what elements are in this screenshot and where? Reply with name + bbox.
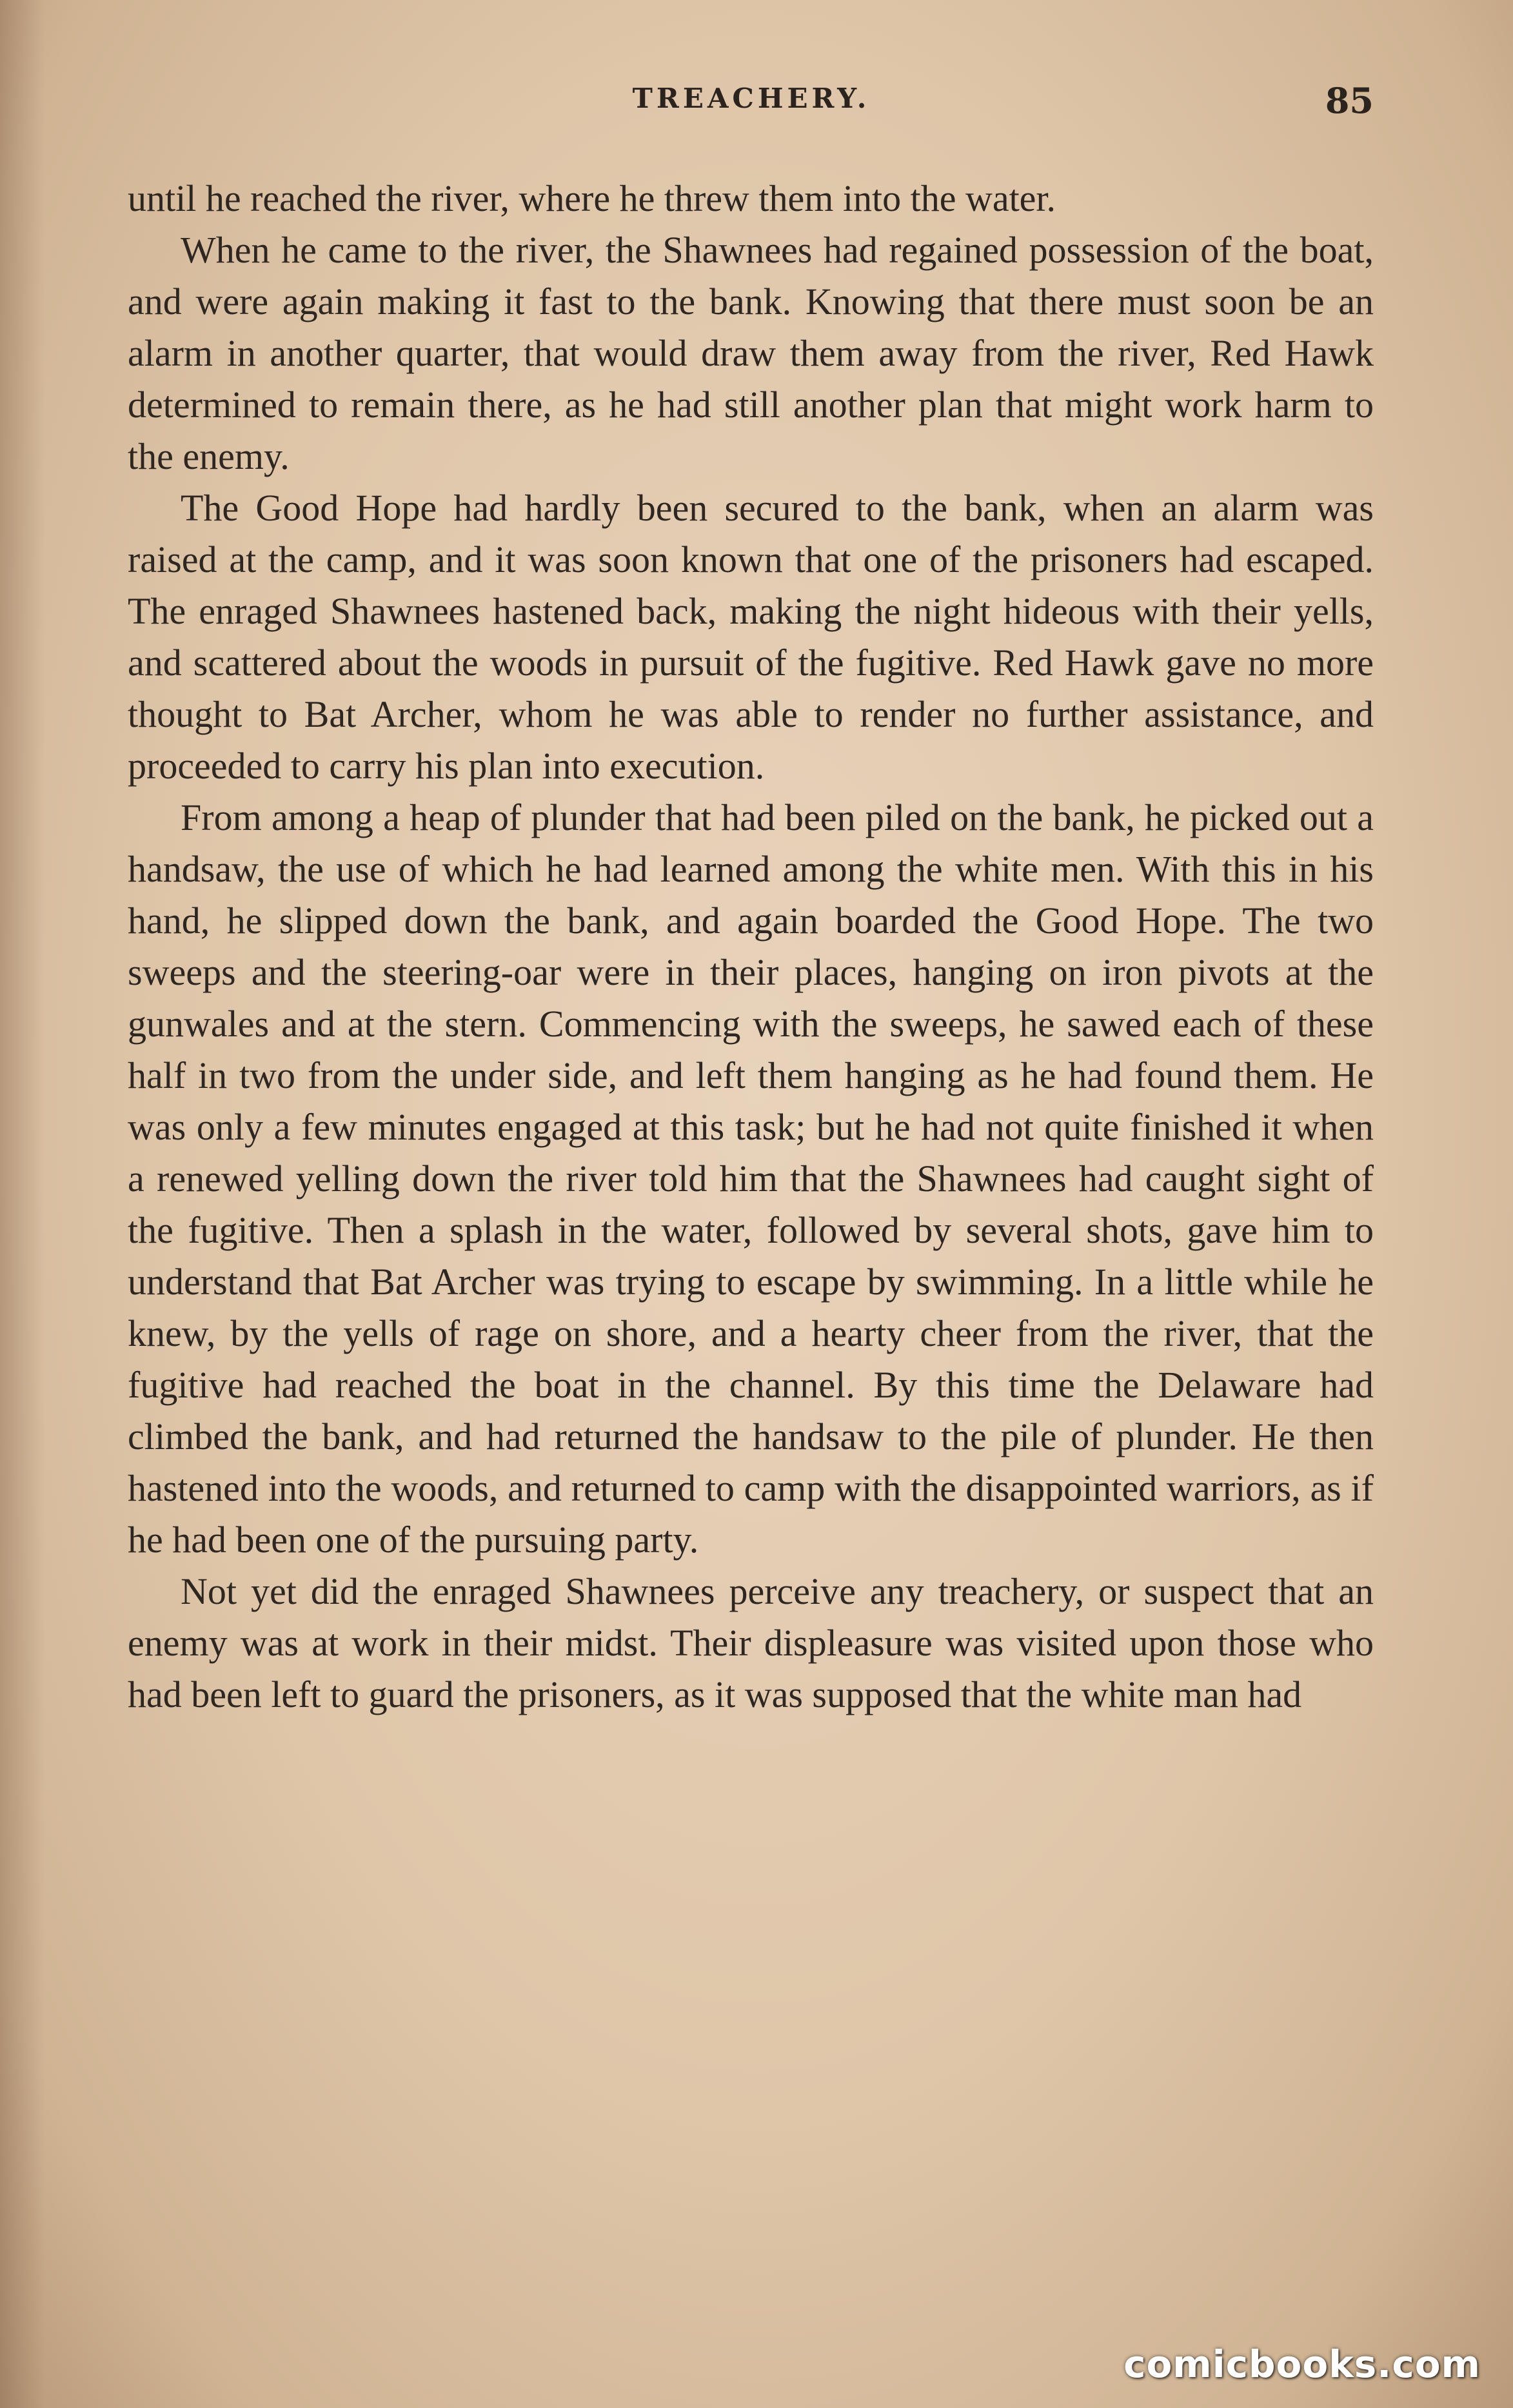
page-edge-shadow [0, 0, 45, 2408]
body-text [128, 173, 1374, 1721]
page-number: 85 [1325, 80, 1374, 121]
paragraph-2: When he came to the river, the Shawnees had regained possession of the boat, and were again making it fast to the bank. Knowing that there must soon be an alarm in another quarter, that would draw them away from the river, Red Hawk determined to remain there, as he had still another plan that might work harm to the enemy. [128, 229, 1374, 477]
paragraph-3: The Good Hope had hardly been secured to the bank, when an alarm was raised at the camp, and it was soon known that one of the prisoners had escaped. The enraged Shawnees hastened back, making the night hideous with their yells, and scattered about the woods in pursuit of the fugitive. Red Hawk gave no more thought to Bat Archer, whom he was able to render no further assistance, and proceeded to carry his plan into execution. [128, 487, 1374, 787]
paragraph-1: until he reached the river, where he threw them into the water. [128, 177, 1056, 219]
paragraph-4: From among a heap of plunder that had been piled on the bank, he picked out a handsaw, the use of which he had learned among the white men. With this in his hand, he slipped down the bank, and again boarded the Good Hope. The two sweeps and the steering-oar were in their places, hanging on iron pivots at the gunwales and at the stern. Commencing with the sweeps, he sawed each of these half in two from the under side, and left them hanging as he had found them. He was only a few minutes engaged at this task; but he had not quite finished it when a renewed yelling down the river told him that the Shawnees had caught sight of the fugitive. Then a splash in the water, followed by several shots, gave him to understand that Bat Archer was trying to escape by swimming. In a little while he knew, by the yells of rage on shore, and a hearty cheer from the river, that the fugitive had reached the boat in the channel. By this time the Delaware had climbed the bank, and had returned the handsaw to the pile of plunder. He then hastened into the woods, and returned to camp with the disappointed warriors, as if he had been one of the pursuing party. [128, 796, 1374, 1561]
watermark: comicbooks.com [1123, 2342, 1481, 2386]
page-header [129, 80, 1374, 121]
paragraph-5: Not yet did the enraged Shawnees perceive any treachery, or suspect that an enemy was at work in their midst. Their displeasure was visited upon those who had been left to guard the prisoners, as it was supposed that the white man had [128, 1570, 1374, 1715]
running-head: TREACHERY. [632, 83, 871, 114]
